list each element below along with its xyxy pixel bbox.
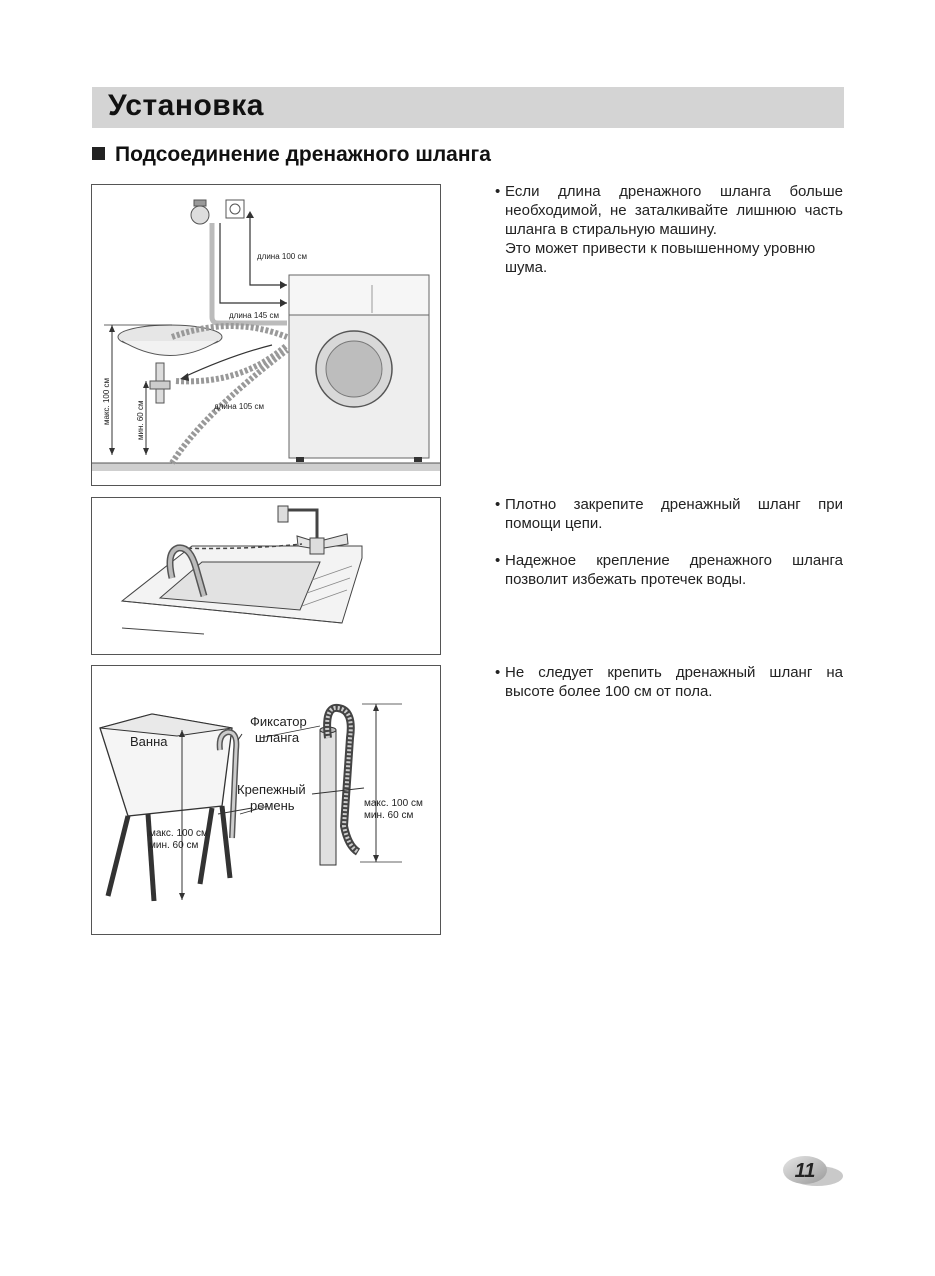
label-max-height: макс. 100 см [102,377,111,425]
label-max-right: макс. 100 см [364,798,423,809]
page-number: 11 [794,1160,816,1182]
label-max-left: макс. 100 см [149,828,208,839]
text-block-3 [495,663,843,719]
page-number-badge [781,1154,843,1190]
sink [118,325,222,403]
label-strap-line2: ремень [250,798,295,813]
label-bath: Ванна [130,734,168,749]
bullet-dot-icon: • [495,183,501,200]
washing-machine [289,275,429,462]
paragraph: Если длина дренажного шланга больше необходимой, не заталкивайте лишнюю часть шланга в стиральную машину. [505,183,843,238]
label-min-height: мин. 60 см [136,400,145,440]
section-heading [92,143,491,167]
figure-hose-chain [91,497,441,655]
label-min-right: мин. 60 см [364,810,414,821]
paragraph: Это может привести к повышенному уровню шума. [505,240,816,276]
label-min-left: мин. 60 см [149,840,199,851]
header-bar [92,87,844,128]
hose-chain-illustration [92,498,440,654]
bullet-item [495,495,843,533]
label-length-145: длина 145 см [229,311,279,320]
page-title: Установка [108,89,264,122]
bullet-dot-icon: • [495,496,501,513]
bullet-dot-icon: • [495,552,501,569]
bullet-dot-icon: • [495,664,501,681]
label-length-100: длина 100 см [257,252,307,261]
bullet-item [495,551,843,589]
bullet-item [495,663,843,701]
text-block-2 [495,495,843,607]
label-fixer-line1: Фиксатор [250,714,307,729]
tap-and-socket [191,200,244,224]
label-length-105: длина 105 см [214,402,264,411]
bath-fixing-illustration [92,666,440,934]
paragraph: Плотно закрепите дренажный шланг при помощи цепи. [505,496,843,532]
figure-hose-lengths [91,184,441,486]
label-strap-line1: Крепежный [237,782,306,797]
paragraph: Надежное крепление дренажного шланга позволит избежать протечек воды. [505,552,843,588]
label-fixer-line2: шланга [255,730,300,745]
section-title: Подсоединение дренажного шланга [115,143,491,166]
floor [92,463,440,471]
hose-lengths-illustration [92,185,440,485]
standpipe [312,708,364,865]
square-bullet-icon [92,147,105,160]
bullet-item [495,182,843,277]
figure-bath-fixing [91,665,441,935]
text-block-1 [495,182,843,295]
paragraph: Не следует крепить дренажный шланг на высоте более 100 см от пола. [505,664,843,700]
